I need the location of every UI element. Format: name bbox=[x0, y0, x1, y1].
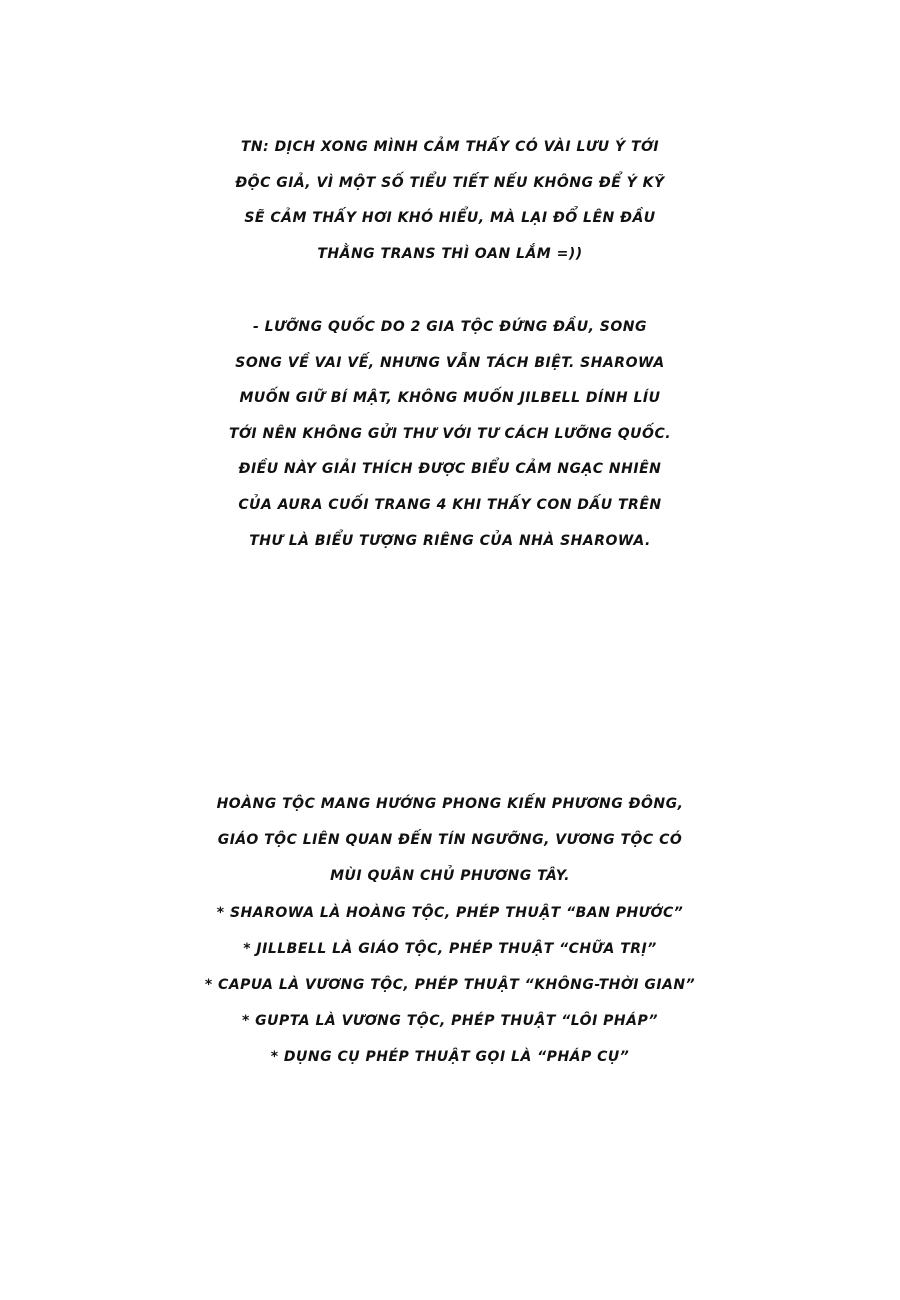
families-line: MÙI QUÂN CHỦ PHƯƠNG TÂY. bbox=[330, 868, 570, 885]
note-line: SẼ CẢM THẤY HƠI KHÓ HIỂU, MÀ LẠI ĐỔ LÊN ĐẦU bbox=[244, 210, 656, 227]
explanation-line: THƯ LÀ BIỂU TƯỢNG RIÊNG CỦA NHÀ SHAROWA. bbox=[249, 532, 651, 549]
explanation-line: ĐIỀU NÀY GIẢI THÍCH ĐƯỢC BIỂU CẢM NGẠC NHIÊN bbox=[238, 461, 662, 478]
families-bullet-line: * CAPUA LÀ VƯƠNG TỘC, PHÉP THUẬT “KHÔNG-THỜI GIAN” bbox=[204, 977, 696, 994]
explanation-line: SONG VỀ VAI VẾ, NHƯNG VẪN TÁCH BIỆT. SHAROWA bbox=[235, 354, 665, 371]
families-bullet-line: * JILLBELL LÀ GIÁO TỘC, PHÉP THUẬT “CHỮA TRỊ” bbox=[243, 940, 657, 957]
families-line: GIÁO TỘC LIÊN QUAN ĐẾN TÍN NGƯỠNG, VƯƠNG TỘC CÓ bbox=[217, 832, 683, 849]
explanation-line: - LƯỠNG QUỐC DO 2 GIA TỘC ĐỨNG ĐẦU, SONG bbox=[252, 319, 647, 335]
families-bullet-line: * SHAROWA LÀ HOÀNG TỘC, PHÉP THUẬT “BAN PHƯỚC” bbox=[216, 904, 684, 921]
families-bullet-line: * DỤNG CỤ PHÉP THUẬT GỌI LÀ “PHÁP CỤ” bbox=[270, 1049, 630, 1066]
explanation-paragraph bbox=[0, 310, 900, 559]
note-line: TN: DỊCH XONG MÌNH CẢM THẤY CÓ VÀI LƯU Ý TỚI bbox=[240, 139, 660, 155]
explanation-line: MUỐN GIỮ BÍ MẬT, KHÔNG MUỐN JILBELL DÍNH LÍU bbox=[239, 390, 661, 407]
families-bullet-line: * GUPTA LÀ VƯƠNG TỘC, PHÉP THUẬT “LÔI PHÁP” bbox=[241, 1013, 659, 1030]
explanation-line: CỦA AURA CUỐI TRANG 4 KHI THẤY CON DẤU TRÊN bbox=[238, 496, 662, 513]
note-line: THẰNG TRANS THÌ OAN LẮM =)) bbox=[317, 245, 583, 262]
families-paragraph bbox=[0, 786, 900, 1076]
families-line: HOÀNG TỘC MANG HƯỚNG PHONG KIẾN PHƯƠNG ĐÔNG, bbox=[216, 796, 684, 812]
translator-note-paragraph bbox=[0, 130, 900, 272]
explanation-line: TỚI NÊN KHÔNG GỬI THƯ VỚI TƯ CÁCH LƯỠNG QUỐC. bbox=[228, 425, 672, 442]
note-line: ĐỘC GIẢ, VÌ MỘT SỐ TIỂU TIẾT NẾU KHÔNG ĐỂ Ý KỸ bbox=[235, 174, 665, 191]
